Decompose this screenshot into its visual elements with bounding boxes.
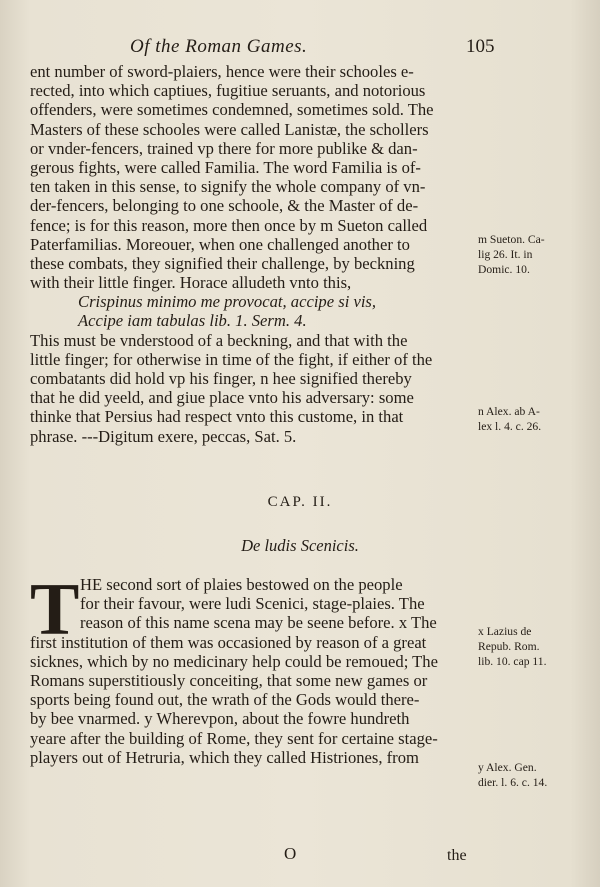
text-line: gerous fights, were called Familia. The word Familia is of- [30,157,421,177]
chapter-heading: CAP. II. [267,494,333,510]
section-two-text [30,575,480,767]
text-line: with their little finger. Horace alludeth vnto this, [30,273,352,293]
section-one-text [30,62,480,446]
margin-note-m: m Sueton. Ca- lig 26. It. in Domic. 10. [478,233,545,276]
text-line: Masters of these schooles were called Lanistæ, the schollers [30,119,429,139]
text-line: yeare after the building of Rome, they sent for certaine stage- [30,728,438,748]
text-line: This must be vnderstood of a beckning, and that with the [30,330,408,350]
text-line: phrase. ---Digitum exere, peccas, Sat. 5. [30,426,297,446]
text-line: Paterfamilias. Moreouer, when one challenged another to [30,234,410,254]
text-line: thinke that Persius had respect vnto this custome, in that [30,407,404,427]
page-header [0,36,600,58]
text-line: fence; is for this reason, more then once by m Sueton called [30,215,428,235]
text-line: offenders, were sometimes condemned, sometimes sold. The [30,100,434,120]
margin-note-n: n Alex. ab A- lex l. 4. c. 26. [478,405,542,433]
text-line: by bee vnarmed. y Wherevpon, about the fowre hundreth [30,709,410,729]
text-line: der-fencers, belonging to one schoole, & the Master of de- [30,196,419,216]
verse-line: Accipe iam tabulas lib. 1. Serm. 4. [78,311,307,331]
text-line: Romans superstitiously conceiting, that some new games or [30,670,428,690]
text-line: combatants did hold vp his finger, n hee signified thereby [30,369,412,388]
signature-mark: O [284,844,297,863]
text-line: reason of this name scena may be seene before. x The [80,613,437,633]
text-line: rected, into which captiues, fugitiue seruants, and notorious [30,81,426,101]
text-line: for their favour, were ludi Scenici, stage-plaies. The [80,594,425,614]
text-line: HE second sort of plaies bestowed on the people [80,575,403,594]
page-number: 105 [466,36,495,57]
margin-note-x: x Lazius de Repub. Rom. lib. 10. cap 11. [478,625,547,668]
text-line: that he did yeeld, and giue place vnto his adversary: some [30,388,414,408]
drop-cap: T [30,569,80,651]
text-line: sicknes, which by no medicinary help could be remoued; The [30,651,438,671]
text-line: sports being found out, the wrath of the Gods would there- [30,690,420,710]
catchword: the [447,847,467,864]
verse-line: Crispinus minimo me provocat, accipe si vis, [78,292,377,312]
text-line: players out of Hetruria, which they called Histriones, from [30,747,419,767]
text-line: ent number of sword-plaiers, hence were their schooles e- [30,62,414,81]
text-line: ten taken in this sense, to signify the whole company of vn- [30,177,426,197]
text-line: little finger; for otherwise in time of the fight, if either of the [30,349,433,369]
chapter-subtitle: De ludis Scenicis. [241,536,359,555]
margin-note-y: y Alex. Gen. dier. l. 6. c. 14. [478,761,548,789]
running-title: Of the Roman Games. [130,36,308,57]
text-line: first institution of them was occasioned by reason of a great [30,632,427,652]
text-line: or vnder-fencers, trained vp there for more publike & dan- [30,138,418,158]
text-line: these combats, they signified their challenge, by beckning [30,253,415,273]
